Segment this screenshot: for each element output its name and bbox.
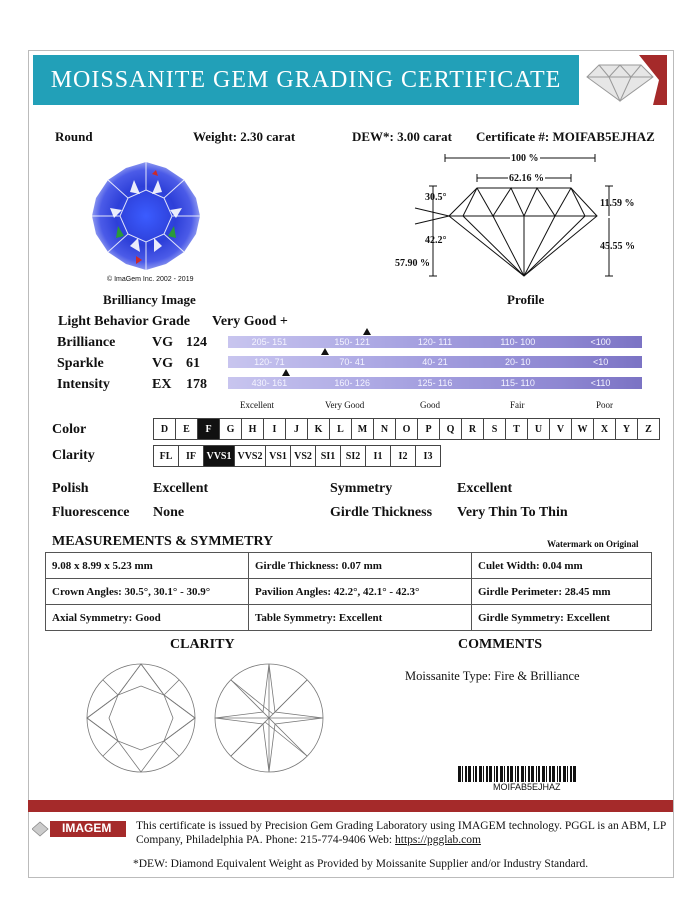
brilliance-bar	[228, 336, 642, 348]
grade-cell: H	[242, 419, 264, 439]
grade-cell: O	[396, 419, 418, 439]
profile-diagram	[393, 150, 653, 285]
brilliance-image	[90, 160, 202, 277]
scale-very-good: Very Good	[325, 400, 365, 410]
fluorescence-value: None	[153, 505, 185, 520]
table-row	[46, 579, 652, 605]
score-marker	[363, 328, 371, 335]
grade-cell: VVS1	[204, 446, 235, 466]
fluorescence-label: Fluorescence	[52, 505, 130, 520]
grade-cell: Q	[440, 419, 462, 439]
grade-cell: VS1	[266, 446, 291, 466]
crown-plot-diagram	[85, 662, 197, 779]
certificate-title: MOISSANITE GEM GRADING CERTIFICATE	[33, 55, 579, 105]
grade-cell: SI1	[316, 446, 341, 466]
light-behavior-title: Light Behavior Grade	[58, 314, 190, 329]
grade-cell: P	[418, 419, 440, 439]
measurement-cell: Table Symmetry: Excellent	[249, 605, 472, 631]
girdle-value: Very Thin To Thin	[457, 505, 568, 520]
website-link[interactable]: https://pgglab.com	[395, 834, 481, 846]
sparkle-bar	[228, 356, 642, 368]
range-label: 120- 71	[254, 357, 285, 367]
intensity-bar	[228, 377, 642, 389]
pavilion-plot-diagram	[213, 662, 325, 779]
barcode-text: MOIFAB5EJHAZ	[493, 782, 561, 792]
grade-cell: I	[264, 419, 286, 439]
range-label: 125- 116	[417, 378, 453, 388]
range-label: <110	[590, 378, 611, 388]
dew-label: DEW*: 3.00 carat	[352, 129, 453, 144]
measurement-cell: Axial Symmetry: Good	[46, 605, 249, 631]
girdle-label: Girdle Thickness	[330, 505, 433, 520]
weight-label: Weight: 2.30 carat	[193, 129, 296, 144]
footer-strip	[28, 800, 673, 812]
scale-excellent: Excellent	[240, 400, 274, 410]
grade-cell: E	[176, 419, 198, 439]
crown-percent: 62.16 %	[509, 173, 544, 184]
table-row	[46, 553, 652, 579]
pavilion-angle: 42.2°	[425, 235, 447, 246]
diamond-logo-icon	[579, 55, 667, 105]
scale-fair: Fair	[510, 400, 525, 410]
grade-cell: I1	[366, 446, 391, 466]
grade-cell: SI2	[341, 446, 366, 466]
grade-cell: Y	[616, 419, 638, 439]
symmetry-label: Symmetry	[330, 481, 393, 496]
grade-cell: M	[352, 419, 374, 439]
measurements-table	[45, 552, 652, 631]
range-label: 120- 111	[417, 337, 453, 347]
symmetry-value: Excellent	[457, 481, 513, 496]
color-label: Color	[52, 422, 87, 437]
total-depth: 57.90 %	[395, 258, 430, 269]
intensity-score: 178	[186, 377, 207, 392]
grade-cell: VVS2	[235, 446, 266, 466]
measurement-cell: Girdle Perimeter: 28.45 mm	[472, 579, 652, 605]
range-label: 110- 100	[500, 337, 536, 347]
grade-cell: I3	[423, 450, 433, 462]
grade-cell: U	[528, 419, 550, 439]
range-label: <100	[590, 337, 611, 347]
score-marker	[282, 369, 290, 376]
grade-cell: R	[462, 419, 484, 439]
sparkle-grade: VG	[152, 356, 173, 371]
range-label: 160- 126	[334, 378, 370, 388]
grade-cell: S	[484, 419, 506, 439]
crown-height: 11.59 %	[600, 198, 635, 209]
light-behavior-grade: Very Good +	[212, 314, 288, 329]
image-copyright: © ImaGem Inc. 2002 - 2019	[107, 276, 194, 283]
scale-good: Good	[420, 400, 440, 410]
grade-cell: I2	[391, 446, 416, 466]
range-label: 205- 151	[251, 337, 288, 347]
table-row	[46, 605, 652, 631]
measurement-cell: Crown Angles: 30.5°, 30.1° - 30.9°	[46, 579, 249, 605]
imagem-logo-text: IMAGEM	[62, 821, 112, 835]
brilliance-image-caption: Brilliancy Image	[103, 292, 196, 307]
pavilion-depth: 45.55 %	[600, 241, 635, 252]
clarity-scale	[153, 445, 441, 467]
range-label: 20- 10	[505, 357, 531, 367]
measurement-cell: Girdle Thickness: 0.07 mm	[249, 553, 472, 579]
grade-cell: V	[550, 419, 572, 439]
grade-cell: K	[308, 419, 330, 439]
range-label: 115- 110	[500, 378, 535, 388]
sparkle-score: 61	[186, 356, 200, 371]
footer-line2	[136, 833, 481, 847]
range-label: 70- 41	[339, 357, 365, 367]
scale-poor: Poor	[596, 400, 614, 410]
grade-cell: IF	[179, 446, 204, 466]
grade-cell: G	[220, 419, 242, 439]
clarity-section-title: CLARITY	[170, 637, 235, 652]
grade-cell: L	[330, 419, 352, 439]
measurement-cell: Girdle Symmetry: Excellent	[472, 605, 652, 631]
measurements-title: MEASUREMENTS & SYMMETRY	[52, 534, 274, 549]
shape-label: Round	[55, 129, 93, 144]
sparkle-label: Sparkle	[57, 356, 104, 371]
range-label: <10	[592, 357, 609, 367]
range-label: 150- 121	[334, 337, 370, 347]
clarity-label: Clarity	[52, 448, 95, 463]
intensity-label: Intensity	[57, 377, 110, 392]
grade-cell: W	[572, 419, 594, 439]
measurement-cell: 9.08 x 8.99 x 5.23 mm	[46, 553, 249, 579]
grade-cell: T	[506, 419, 528, 439]
grade-cell: D	[154, 419, 176, 439]
grade-cell: F	[198, 419, 220, 439]
brilliance-grade: VG	[152, 335, 173, 350]
brilliance-label: Brilliance	[57, 335, 116, 350]
grade-cell: N	[374, 419, 396, 439]
comments-text: Moissanite Type: Fire & Brilliance	[405, 669, 580, 683]
table-percent: 100 %	[511, 153, 539, 164]
footer-line1: This certificate is issued by Precision Gem Grading Laboratory using IMAGEM technology. PGGL is an ABM, LP	[136, 820, 667, 832]
measurement-cell: Culet Width: 0.04 mm	[472, 553, 652, 579]
range-label: 430- 161	[251, 378, 288, 388]
certificate-number: Certificate #: MOIFAB5EJHAZ	[476, 129, 655, 144]
grade-cell: J	[286, 419, 308, 439]
grade-cell: FL	[154, 446, 179, 466]
crown-angle: 30.5°	[425, 192, 447, 203]
comments-title: COMMENTS	[458, 637, 542, 652]
grade-cell: X	[594, 419, 616, 439]
watermark-note: Watermark on Original	[547, 539, 639, 549]
grade-cell: VS2	[291, 446, 316, 466]
measurement-cell: Pavilion Angles: 42.2°, 42.1° - 42.3°	[249, 579, 472, 605]
grade-cell: Z	[645, 423, 652, 435]
range-label: 40- 21	[422, 357, 448, 367]
dew-footnote: *DEW: Diamond Equivalent Weight as Provided by Moissanite Supplier and/or Industry Standard.	[133, 858, 589, 870]
polish-label: Polish	[52, 481, 89, 496]
footer-line2-text: Company, Philadelphia PA. Phone: 215-774-9406 Web:	[136, 834, 395, 846]
profile-caption: Profile	[507, 292, 545, 307]
polish-value: Excellent	[153, 481, 209, 496]
score-marker	[321, 348, 329, 355]
color-scale	[153, 418, 660, 440]
intensity-grade: EX	[152, 377, 172, 392]
brilliance-score: 124	[186, 335, 207, 350]
